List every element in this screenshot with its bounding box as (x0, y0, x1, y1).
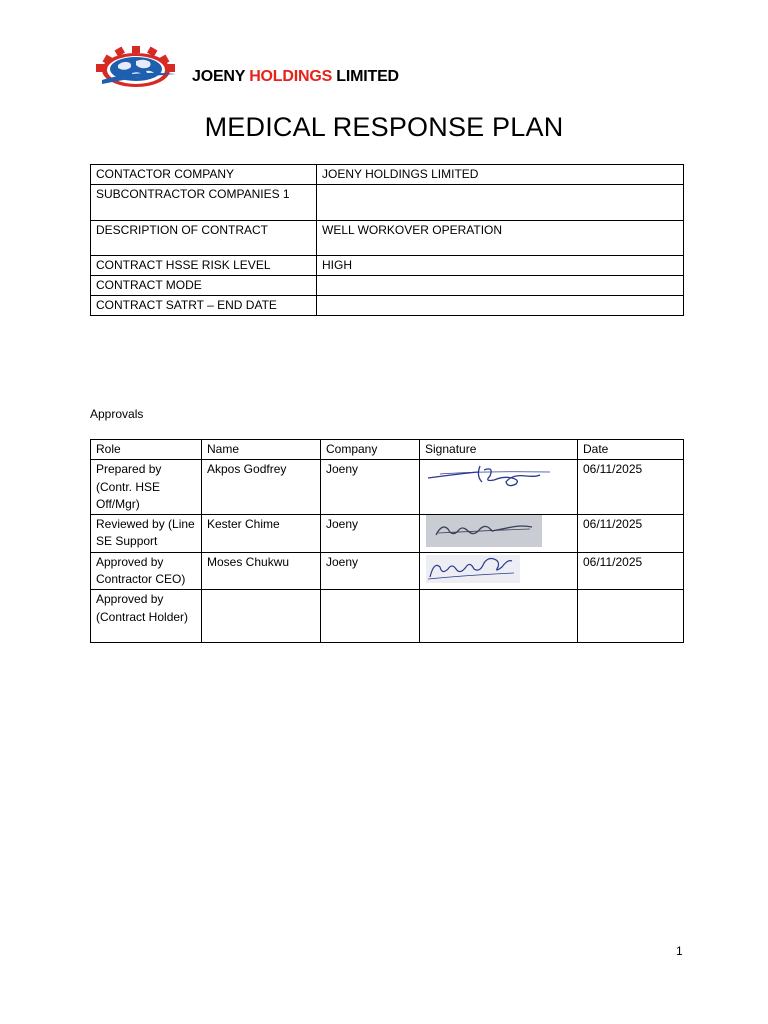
company-cell (321, 590, 420, 643)
name-cell: Kester Chime (202, 515, 321, 553)
table-row (91, 276, 684, 296)
contract-info-value (317, 296, 684, 316)
contract-info-value: WELL WORKOVER OPERATION (317, 221, 684, 256)
contract-info-label: CONTACTOR COMPANY (91, 165, 317, 185)
page-number: 1 (676, 944, 683, 958)
contract-info-value: JOENY HOLDINGS LIMITED (317, 165, 684, 185)
name-cell: Moses Chukwu (202, 552, 321, 590)
company-name (192, 68, 399, 86)
company-name-part1: JOENY (192, 68, 250, 85)
column-header-role: Role (91, 440, 202, 460)
signature-cell (420, 590, 578, 643)
table-row (91, 515, 684, 553)
column-header-name: Name (202, 440, 321, 460)
date-cell (578, 590, 684, 643)
company-logo (88, 44, 188, 88)
table-row (91, 460, 684, 515)
column-header-date: Date (578, 440, 684, 460)
company-name-part2: LIMITED (332, 68, 399, 85)
company-name-highlight: HOLDINGS (249, 68, 333, 85)
signature-image (420, 460, 570, 490)
company-cell: Joeny (321, 552, 420, 590)
role-cell: Prepared by (Contr. HSE Off/Mgr) (91, 460, 202, 515)
approvals-heading: Approvals (90, 407, 144, 421)
table-header-row (91, 440, 684, 460)
contract-info-label: CONTRACT HSSE RISK LEVEL (91, 256, 317, 276)
date-cell: 06/11/2025 (578, 552, 684, 590)
contract-info-value (317, 276, 684, 296)
role-cell: Approved by (Contract Holder) (91, 590, 202, 643)
contract-info-label: SUBCONTRACTOR COMPANIES 1 (91, 185, 317, 221)
table-row (91, 590, 684, 643)
company-cell: Joeny (321, 460, 420, 515)
globe-gear-logo-icon (88, 44, 188, 88)
signature-cell (420, 460, 578, 515)
date-cell: 06/11/2025 (578, 460, 684, 515)
approvals-table (90, 439, 684, 643)
role-cell: Reviewed by (Line SE Support (91, 515, 202, 553)
column-header-signature: Signature (420, 440, 578, 460)
contract-info-value: HIGH (317, 256, 684, 276)
table-row (91, 256, 684, 276)
company-cell: Joeny (321, 515, 420, 553)
contract-info-label: CONTRACT SATRT – END DATE (91, 296, 317, 316)
role-cell: Approved by Contractor CEO) (91, 552, 202, 590)
column-header-company: Company (321, 440, 420, 460)
contract-info-label: DESCRIPTION OF CONTRACT (91, 221, 317, 256)
contract-info-value (317, 185, 684, 221)
contract-info-table (90, 164, 684, 316)
name-cell: Akpos Godfrey (202, 460, 321, 515)
table-row (91, 221, 684, 256)
table-row (91, 185, 684, 221)
date-cell: 06/11/2025 (578, 515, 684, 553)
table-row (91, 165, 684, 185)
signature-image (426, 515, 548, 547)
signature-cell (420, 552, 578, 590)
document-title: MEDICAL RESPONSE PLAN (204, 112, 564, 142)
signature-cell (420, 515, 578, 553)
name-cell (202, 590, 321, 643)
table-row (91, 552, 684, 590)
signature-image (426, 553, 526, 585)
contract-info-label: CONTRACT MODE (91, 276, 317, 296)
table-row (91, 296, 684, 316)
